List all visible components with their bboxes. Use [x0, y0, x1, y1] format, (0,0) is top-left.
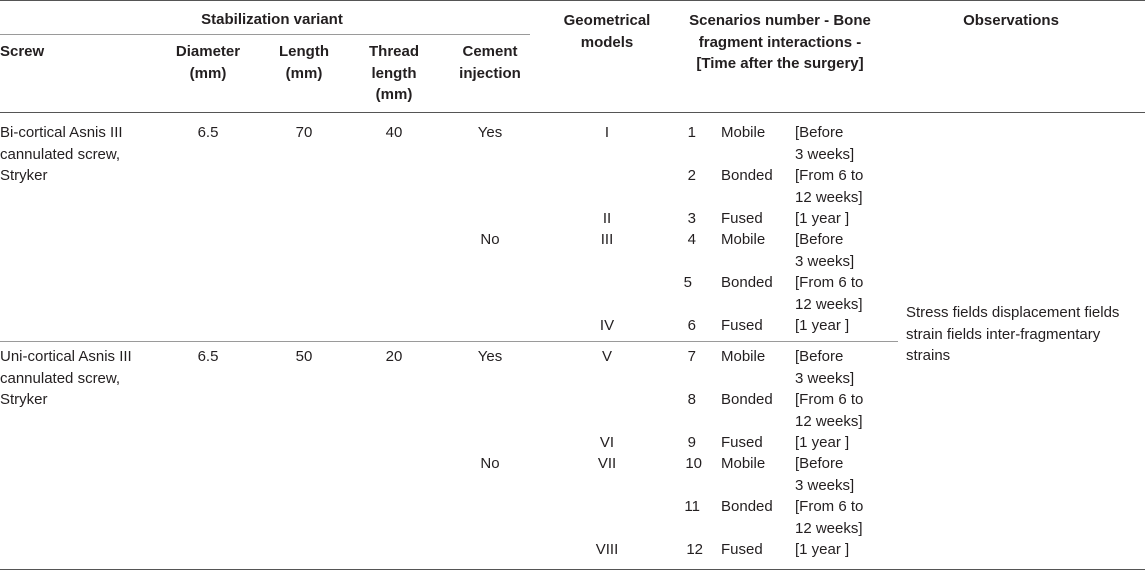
time-cell: [From 6 to 12 weeks] — [795, 498, 864, 537]
screw-cell: Uni-cortical Asnis III cannulated screw, Stryker — [0, 348, 132, 408]
scenario-number: 8 — [687, 391, 696, 408]
header-cement-injection: Cement injection — [459, 43, 521, 82]
length-cell: 70 — [295, 124, 313, 141]
interaction-cell: Fused — [721, 434, 763, 451]
observations-cell: Stress fields displacement fields strain fields inter-fragmentary strains — [906, 304, 1120, 364]
time-cell: [1 year ] — [795, 541, 850, 558]
group-separator-rule — [0, 341, 898, 342]
time-cell: [Before 3 weeks] — [795, 124, 855, 163]
time-cell: [From 6 to 12 weeks] — [795, 391, 864, 430]
interaction-cell: Fused — [721, 210, 763, 227]
scenario-number: 7 — [687, 348, 696, 365]
header-bottom-rule — [0, 112, 1145, 113]
interaction-cell: Bonded — [721, 391, 773, 408]
time-cell: [1 year ] — [795, 434, 850, 451]
interaction-cell: Bonded — [721, 274, 773, 291]
model-cell: VIII — [595, 541, 619, 558]
screw-cell: Bi-cortical Asnis III cannulated screw, Stryker — [0, 124, 123, 184]
model-cell: IV — [599, 317, 615, 334]
interaction-cell: Mobile — [721, 124, 766, 141]
model-cell: III — [600, 231, 614, 248]
header-screw: Screw — [0, 43, 45, 60]
thread-length-cell: 20 — [385, 348, 403, 365]
scenario-number: 11 — [684, 498, 700, 515]
time-cell: [1 year ] — [795, 210, 850, 227]
model-cell: VII — [597, 455, 617, 472]
diameter-cell: 6.5 — [197, 124, 219, 141]
interaction-cell: Bonded — [721, 167, 773, 184]
cement-cell-no: No — [480, 231, 500, 248]
diameter-cell: 6.5 — [197, 348, 219, 365]
header-scenarios: Scenarios number - Bone fragment interactions - [Time after the surgery] — [689, 12, 871, 72]
header-observations: Observations — [963, 12, 1059, 29]
scenario-number: 4 — [687, 231, 696, 248]
interaction-cell: Fused — [721, 541, 763, 558]
length-cell: 50 — [295, 348, 313, 365]
thread-length-cell: 40 — [385, 124, 403, 141]
scenario-number: 5 — [683, 274, 692, 291]
scenario-number: 1 — [687, 124, 696, 141]
header-diameter: Diameter (mm) — [175, 43, 241, 82]
scenario-number: 2 — [687, 167, 696, 184]
cement-cell-yes: Yes — [477, 348, 503, 365]
time-cell: [Before 3 weeks] — [795, 231, 855, 270]
header-stabilization-variant: Stabilization variant — [201, 11, 343, 28]
cement-cell-yes: Yes — [477, 124, 503, 141]
model-cell: V — [601, 348, 613, 365]
model-cell: I — [604, 124, 610, 141]
model-cell: II — [602, 210, 612, 227]
group-header-rule — [0, 34, 530, 35]
time-cell: [From 6 to 12 weeks] — [795, 167, 864, 206]
time-cell: [From 6 to 12 weeks] — [795, 274, 864, 313]
header-length: Length (mm) — [279, 43, 329, 82]
interaction-cell: Mobile — [721, 231, 766, 248]
model-cell: VI — [599, 434, 615, 451]
interaction-cell: Mobile — [721, 348, 766, 365]
scenario-number: 3 — [687, 210, 696, 227]
time-cell: [Before 3 weeks] — [795, 455, 855, 494]
scenario-number: 6 — [687, 317, 696, 334]
scenario-number: 10 — [685, 455, 702, 472]
scenario-number: 12 — [686, 541, 703, 558]
interaction-cell: Fused — [721, 317, 763, 334]
scenario-number: 9 — [687, 434, 696, 451]
table-top-rule — [0, 0, 1145, 1]
interaction-cell: Mobile — [721, 455, 766, 472]
header-geometrical-models: Geometrical models — [563, 12, 651, 51]
interaction-cell: Bonded — [721, 498, 773, 515]
time-cell: [Before 3 weeks] — [795, 348, 855, 387]
header-thread-length: Thread length (mm) — [368, 43, 420, 103]
cement-cell-no: No — [480, 455, 500, 472]
time-cell: [1 year ] — [795, 317, 850, 334]
